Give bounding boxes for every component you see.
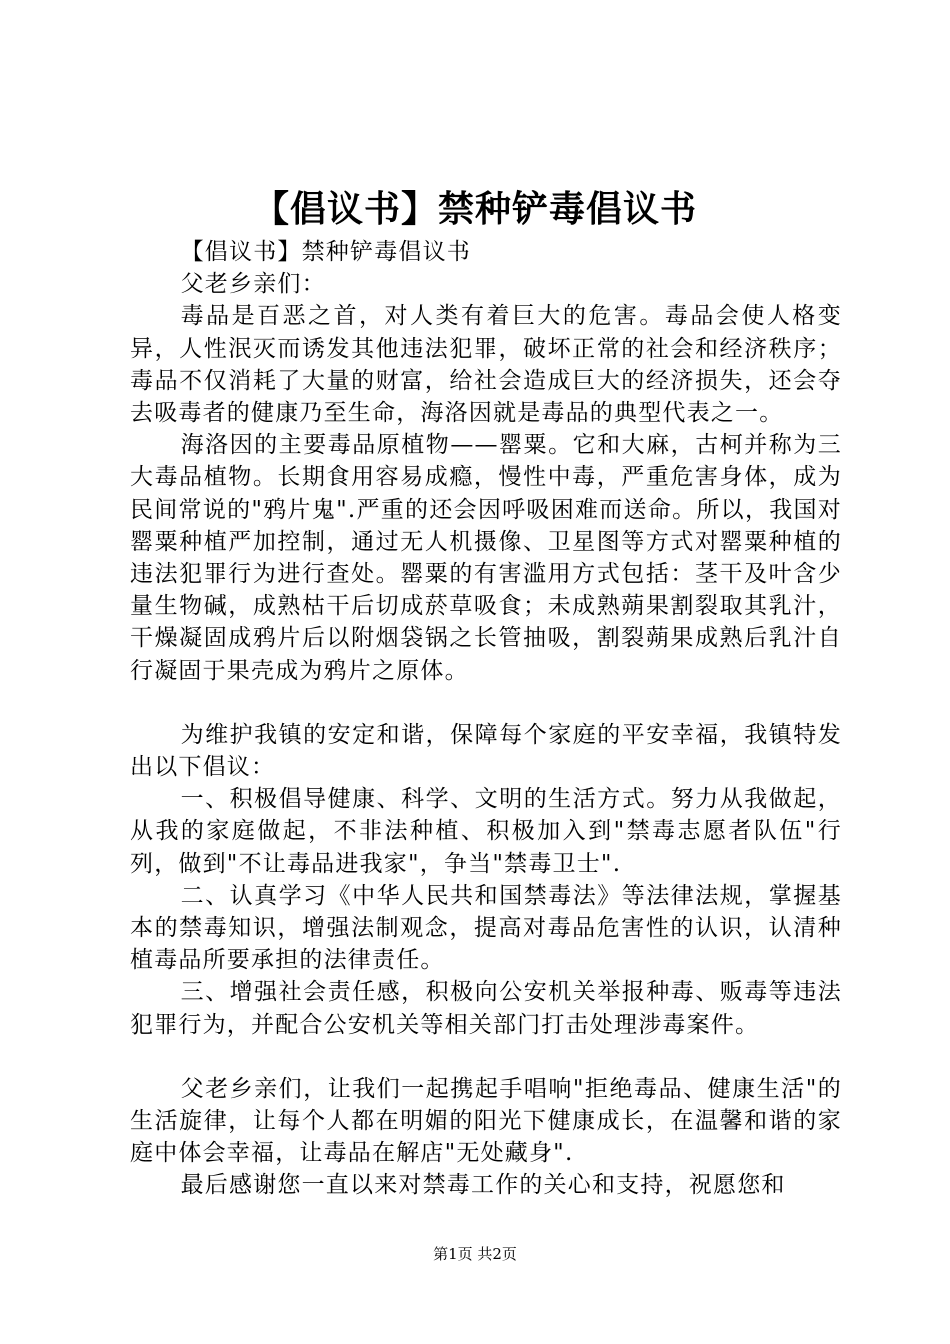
body-paragraph: 父老乡亲们，让我们一起携起手唱响"拒绝毒品、健康生活"的生活旋律，让每个人都在明媚的阳光下健康成长，在温馨和谐的家庭中体会幸福，让毒品在解店"无处藏身". — [130, 1075, 842, 1167]
salutation-paragraph: 父老乡亲们： — [180, 271, 326, 298]
document-body — [130, 236, 842, 1202]
page-footer: 第1页 共2页 — [433, 1245, 517, 1263]
body-paragraph: 毒品是百恶之首，对人类有着巨大的危害。毒品会使人格变异，人性泯灭而诱发其他违法犯罪，破坏正常的社会和经济秩序；毒品不仅消耗了大量的财富，给社会造成巨大的经济损失，还会夺去吸毒者的健康乃至生命，海洛因就是毒品的典型代表之一。 — [130, 303, 842, 427]
closing-paragraph: 最后感谢您一直以来对禁毒工作的关心和支持，祝愿您和 — [180, 1172, 786, 1199]
proposal-item: 三、增强社会责任感，积极向公安机关举报种毒、贩毒等违法犯罪行为，并配合公安机关等相关部门打击处理涉毒案件。 — [130, 979, 842, 1038]
proposal-item: 一、积极倡导健康、科学、文明的生活方式。努力从我做起，从我的家庭做起，不非法种植、积极加入到"禁毒志愿者队伍"行列，做到"不让毒品进我家"，争当"禁毒卫士". — [130, 786, 842, 877]
body-paragraph: 为维护我镇的安定和谐，保障每个家庭的平安幸福，我镇特发出以下倡议： — [130, 721, 842, 781]
proposal-item: 二、认真学习《中华人民共和国禁毒法》等法律法规，掌握基本的禁毒知识，增强法制观念，提高对毒品危害性的认识，认清种植毒品所要承担的法律责任。 — [130, 882, 842, 974]
body-paragraph: 海洛因的主要毒品原植物——罂粟。它和大麻，古柯并称为三大毒品植物。长期食用容易成瘾，慢性中毒，严重危害身体，成为民间常说的"鸦片鬼".严重的还会因呼吸困难而送命。所以，我国对罂粟种植严加控制，通过无人机摄像、卫星图等方式对罂粟种植的违法犯罪行为进行查处。罂粟的有害滥用方式包括：茎干及叶含少量生物碱，成熟枯干后切成菸草吸食；未成熟蒴果割裂取其乳汁，干燥凝固成鸦片后以附烟袋锅之长管抽吸，割裂蒴果成熟后乳汁自行凝固于果壳成为鸦片之原体。 — [130, 432, 842, 684]
subtitle-paragraph: 【倡议书】禁种铲毒倡议书 — [180, 239, 471, 265]
document-title: 【倡议书】禁种铲毒倡议书 — [252, 189, 697, 230]
